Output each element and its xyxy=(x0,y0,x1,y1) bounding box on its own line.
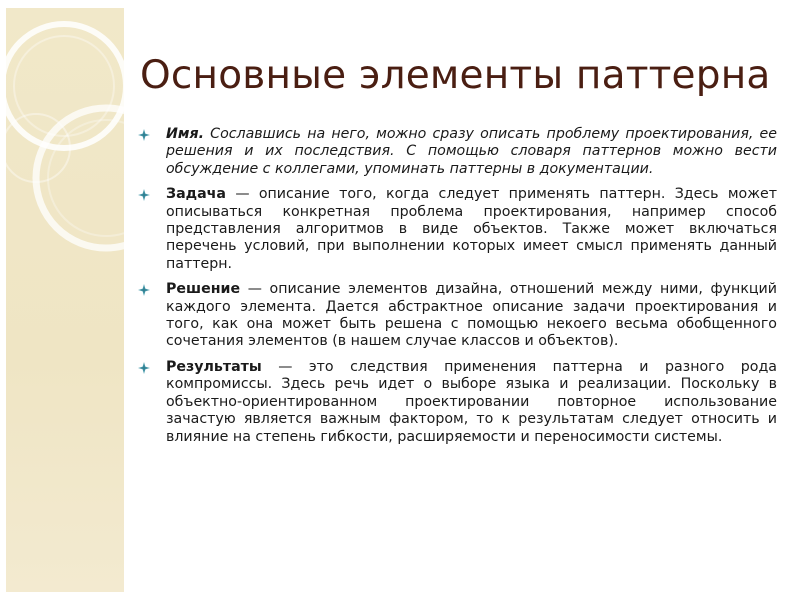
list-item xyxy=(137,359,777,446)
list-item xyxy=(137,186,777,273)
definition-results: — это следствия применения паттерна и разного рода компромиссы. Здесь речь идет о выборе языка и реализации. Поскольку в объектно-ориентированном проектировании повторное использование зачастую является важным фактором, то к результатам следует относить и влияние на степень гибкости, расширяемости и переносимости системы. xyxy=(166,358,777,445)
definition-task: — описание того, когда следует применять паттерн. Здесь может описываться конкретная проблема проектирования, например способ представления алгоритмов в виде объектов. Также может включаться перечень условий, при выполнении которых имеет смысл применять данный паттерн. xyxy=(166,186,777,272)
bullet-icon xyxy=(138,284,150,296)
list-item-text xyxy=(166,186,777,273)
list-item xyxy=(137,126,777,178)
list-item-text xyxy=(166,359,777,446)
list-item-text xyxy=(166,281,777,351)
definition-solution: — описание элементов дизайна, отношений между ними, функций каждого элемента. Дается абстрактное описание задачи проектирования и того, как она может быть решена с помощью некоего весьма обобщенного сочетания элементов (в нашем случае классов и объектов). xyxy=(166,281,777,350)
decorative-circles-icon xyxy=(6,8,124,592)
slide-title: Основные элементы паттерна xyxy=(140,53,771,98)
term-name: Имя. xyxy=(166,126,204,142)
definition-name: Сославшись на него, можно сразу описать проблему проектирования, ее решения и их последствия. С помощью словаря паттернов можно вести обсуждение с коллегами, упоминать паттерны в документации. xyxy=(166,126,777,177)
term-solution: Решение xyxy=(166,281,241,298)
bullet-list xyxy=(137,126,777,454)
bullet-icon xyxy=(138,129,150,141)
decorative-side-band xyxy=(6,8,124,592)
term-task: Задача xyxy=(166,186,226,203)
term-results: Результаты xyxy=(166,358,262,375)
list-item xyxy=(137,281,777,351)
bullet-icon xyxy=(138,189,150,201)
bullet-icon xyxy=(138,362,150,374)
list-item-text xyxy=(166,126,777,178)
